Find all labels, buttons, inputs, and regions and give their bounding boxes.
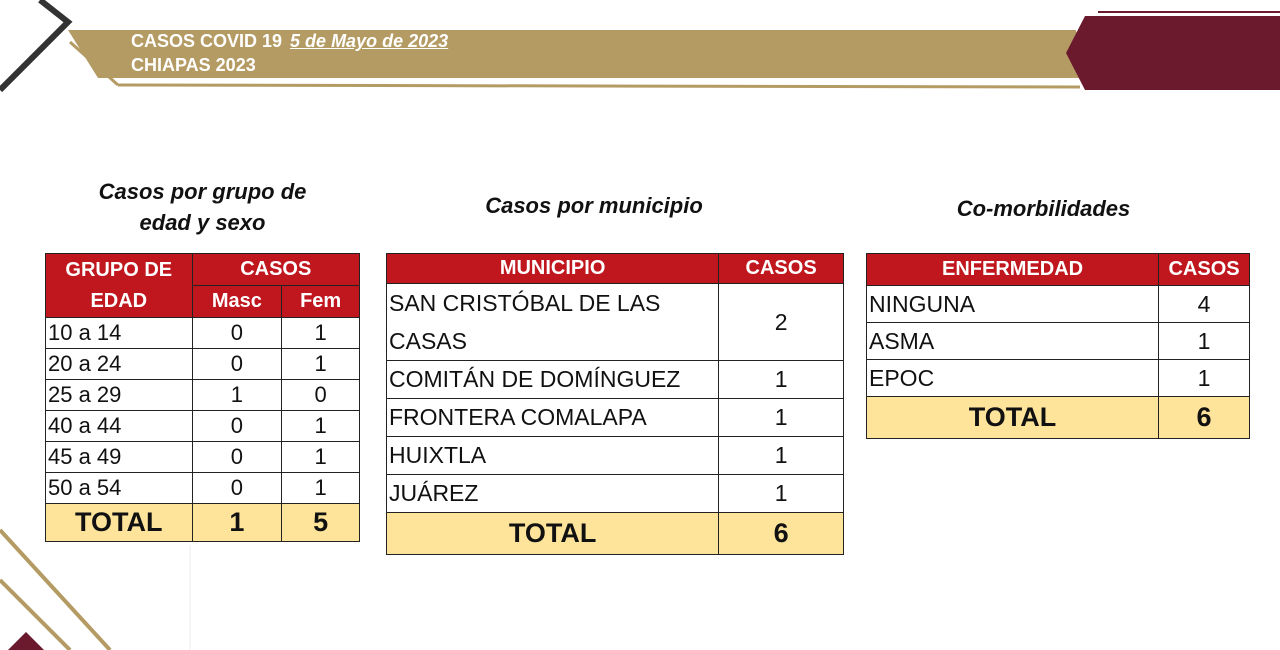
table-row: FRONTERA COMALAPA 1 [387,399,844,437]
total-row: TOTAL 6 [387,513,844,555]
comorbidity-table [866,253,1250,439]
header-cases: CASOS [1159,254,1250,286]
gold-diagonal-1 [0,530,110,650]
municipio-section-title: Casos por municipio [485,193,703,218]
total-row: TOTAL 1 5 [46,504,360,542]
header-title: CASOS COVID 19 [131,31,283,51]
table-row: HUIXTLA 1 [387,437,844,475]
table-row: NINGUNA 4 [867,286,1250,323]
header-fem: Fem [282,286,360,318]
header-disease: ENFERMEDAD [867,254,1159,286]
age-sex-table [45,253,360,542]
comorbidity-section-title: Co-morbilidades [956,196,1131,221]
maroon-tab [1066,16,1280,90]
table-row: 45 a 49 0 1 [46,442,360,473]
maroon-corner [8,632,44,650]
table-row: 25 a 29 1 0 [46,380,360,411]
table-row: EPOC 1 [867,360,1250,397]
table-row: SAN CRISTÓBAL DE LAS CASAS 2 [387,284,844,361]
table-row: ASMA 1 [867,323,1250,360]
header-municipio: MUNICIPIO [387,254,719,284]
table-row: 20 a 24 0 1 [46,349,360,380]
gold-diagonal-2 [0,580,70,650]
header-age-group: GRUPO DE EDAD [46,254,193,318]
header-cases: CASOS [192,254,359,286]
table-row: 10 a 14 0 1 [46,318,360,349]
header-title-line [131,31,448,52]
municipio-table [386,253,844,555]
header-cases: CASOS [719,254,844,284]
table-row: COMITÁN DE DOMÍNGUEZ 1 [387,361,844,399]
table-row: JUÁREZ 1 [387,475,844,513]
header-subtitle: CHIAPAS 2023 [131,55,256,75]
total-row: TOTAL 6 [867,397,1250,439]
table-row: 40 a 44 0 1 [46,411,360,442]
age-section-title: Casos por grupo de edad y sexo [98,179,307,235]
header-date: 5 de Mayo de 2023 [290,31,449,51]
header-masc: Masc [192,286,282,318]
corner-chevron [0,0,68,90]
table-row: 50 a 54 0 1 [46,473,360,504]
gold-underline [118,85,1080,87]
